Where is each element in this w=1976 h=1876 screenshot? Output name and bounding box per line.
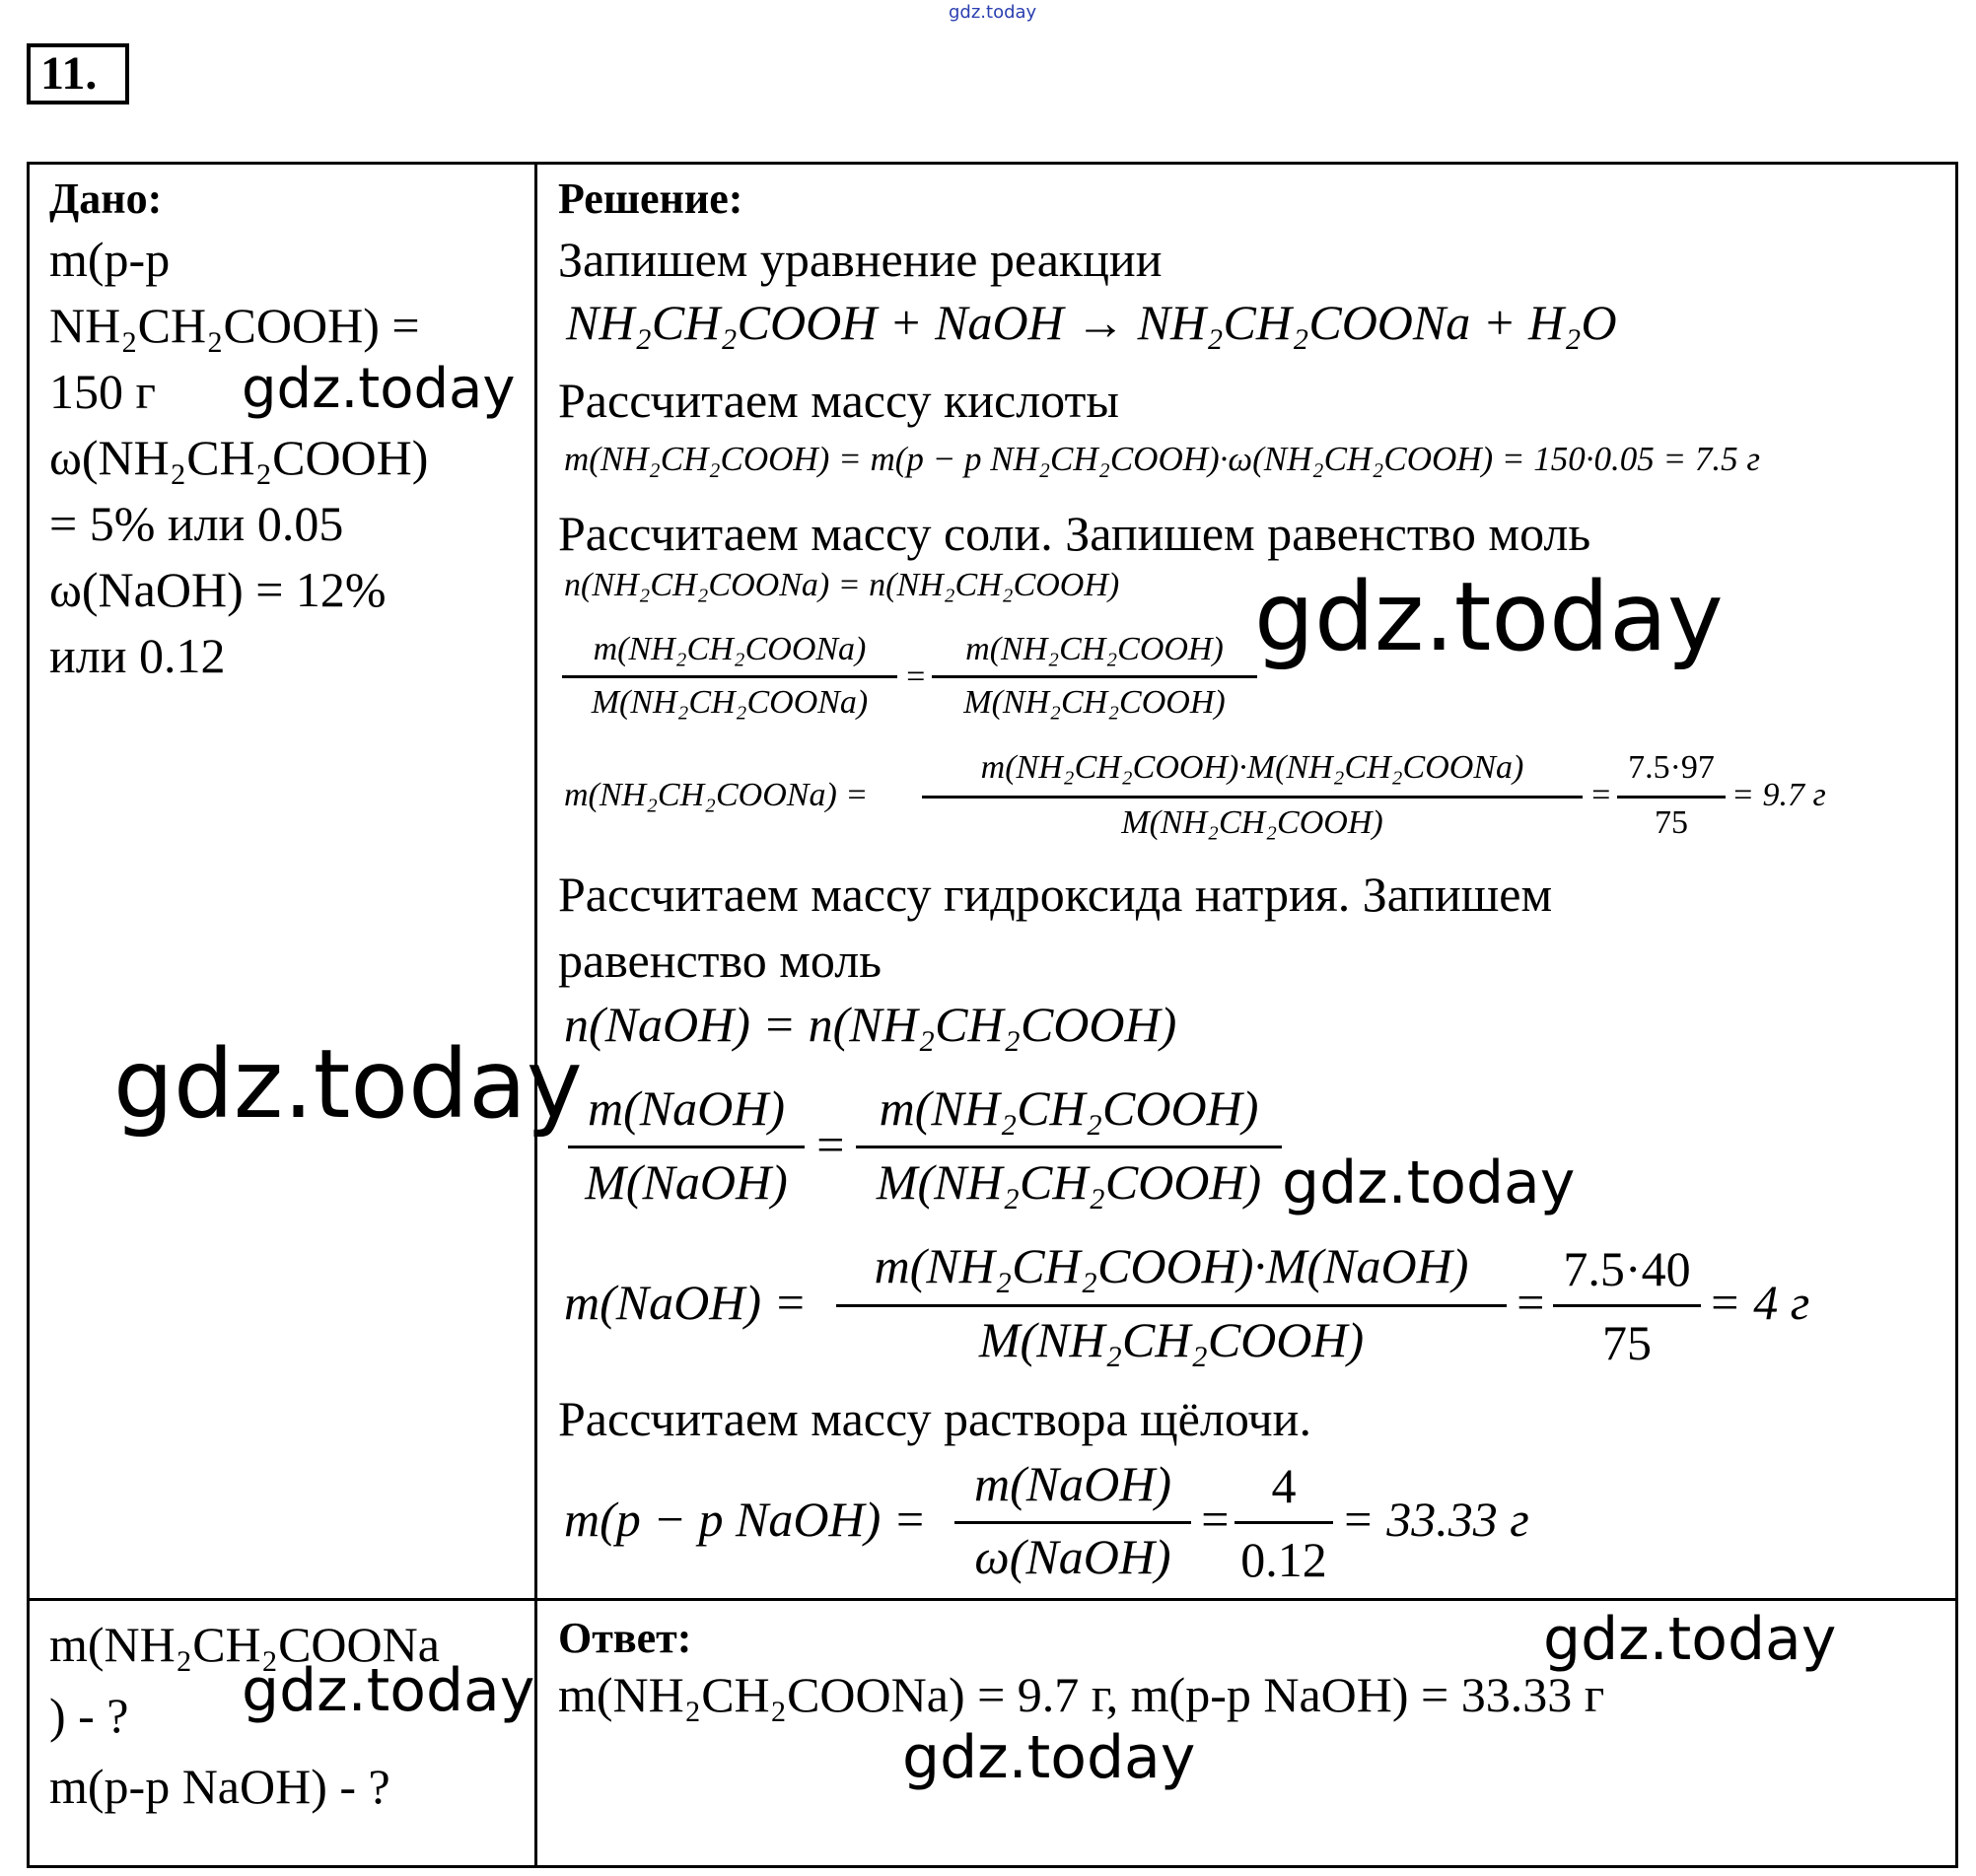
fraction-denominator: 0.12 (1240, 1532, 1327, 1587)
fraction-denominator: 75 (1602, 1315, 1652, 1370)
fraction-denominator: 75 (1655, 804, 1688, 841)
find-line: m(NH₂CH₂COONa (49, 1617, 440, 1672)
fraction-bar (562, 675, 897, 678)
fraction-numerator: m(NH₂CH₂COONa) (593, 631, 867, 667)
solution-mass-lhs: m(p − p NaOH) = (564, 1492, 927, 1547)
find-line: ) - ? (49, 1688, 129, 1743)
fraction-bar (856, 1146, 1282, 1148)
fraction-bar (1235, 1521, 1333, 1524)
given-line: или 0.12 (49, 628, 226, 683)
fraction-numerator: 7.5·97 (1628, 749, 1715, 786)
fraction-numerator: m(NaOH) (974, 1456, 1171, 1511)
find-line: m(р-р NaOH) - ? (49, 1759, 390, 1814)
salt-mass-result: = 9.7 г (1731, 777, 1826, 813)
given-line: ω(NaOH) = 12% (49, 562, 387, 617)
fraction-numerator: m(NH₂CH₂COOH)·M(NH₂CH₂COONa) (980, 749, 1524, 786)
fraction-numerator: m(NH₂CH₂COOH)·M(NaOH) (874, 1238, 1469, 1293)
solution-mass-result: = 33.33 г (1341, 1492, 1529, 1547)
step-text: Рассчитаем массу гидроксида натрия. Запишем (558, 867, 1553, 922)
step-text: Запишем уравнение реакции (558, 232, 1163, 287)
table-column-divider (534, 162, 537, 1868)
watermark: gdz.today (113, 1029, 583, 1140)
fraction-bar (954, 1521, 1191, 1524)
answer-text: m(NH₂CH₂COONa) = 9.7 г, m(р-р NaOH) = 33.33 г (558, 1667, 1605, 1722)
watermark: gdz.today (242, 1656, 535, 1725)
given-line: ω(NH₂CH₂COOH) (49, 430, 429, 485)
fraction-numerator: m(NaOH) (588, 1080, 785, 1136)
fraction-bar (836, 1304, 1507, 1307)
given-line: NH₂CH₂COOH) = (49, 298, 420, 353)
fraction-denominator: M(NH₂CH₂COONa) (591, 684, 869, 721)
answer-header: Ответ: (558, 1614, 692, 1662)
watermark: gdz.today (902, 1723, 1196, 1792)
fraction-bar (1617, 796, 1726, 799)
fraction-numerator: m(NH₂CH₂COOH) (965, 631, 1224, 667)
salt-mass-lhs: m(NH₂CH₂COONa) = (564, 777, 869, 813)
naoh-mass-lhs: m(NaOH) = (564, 1275, 808, 1330)
acid-mass-formula: m(NH₂CH₂COOH) = m(p − p NH₂CH₂COOH)·ω(NH₂CH₂COOH) = 150·0.05 = 7.5 г (564, 440, 1761, 478)
problem-number: 11. (27, 43, 129, 104)
fraction-denominator: M(NH₂CH₂COOH) (963, 684, 1226, 721)
given-header: Дано: (49, 174, 163, 223)
reaction-equation: NH₂CH₂COOH + NaOH → NH₂CH₂COONa + H₂O (566, 295, 1617, 350)
step-text: Рассчитаем массу кислоты (558, 373, 1119, 428)
naoh-mass-result: = 4 г (1708, 1275, 1810, 1330)
watermark: gdz.today (1543, 1605, 1837, 1674)
given-line: m(р-р (49, 232, 171, 287)
step-text: равенство моль (558, 933, 882, 988)
equals-sign: = (904, 659, 927, 695)
given-line: 150 г (49, 364, 157, 419)
equals-sign: = (1198, 1492, 1232, 1547)
naoh-mole-equation: n(NaOH) = n(NH₂CH₂COOH) (564, 997, 1177, 1052)
fraction-bar (932, 675, 1257, 678)
fraction-numerator: m(NH₂CH₂COOH) (879, 1080, 1259, 1136)
top-watermark: gdz.today (949, 2, 1037, 23)
equals-sign: = (1589, 777, 1612, 813)
given-block (49, 227, 428, 689)
fraction-denominator: M(NH₂CH₂COOH) (876, 1154, 1262, 1210)
fraction-denominator: M(NH₂CH₂COOH) (1121, 804, 1383, 841)
solution-header: Решение: (558, 174, 743, 223)
fraction-denominator: M(NaOH) (585, 1154, 788, 1210)
salt-mole-equation: n(NH₂CH₂COONa) = n(NH₂CH₂COOH) (564, 567, 1120, 603)
step-text: Рассчитаем массу соли. Запишем равенство моль (558, 506, 1591, 561)
equals-sign: = (813, 1117, 847, 1172)
fraction-denominator: ω(NaOH) (974, 1529, 1171, 1584)
given-line: = 5% или 0.05 (49, 496, 344, 551)
fraction-numerator: 7.5·40 (1563, 1241, 1691, 1296)
fraction-denominator: M(NH₂CH₂COOH) (978, 1312, 1365, 1367)
watermark: gdz.today (242, 357, 516, 421)
watermark: gdz.today (1282, 1148, 1576, 1217)
equals-sign: = (1514, 1275, 1547, 1330)
fraction-bar (568, 1146, 805, 1148)
watermark: gdz.today (1254, 562, 1724, 672)
fraction-bar (1553, 1304, 1701, 1307)
fraction-bar (922, 796, 1583, 799)
fraction-numerator: 4 (1271, 1458, 1297, 1513)
step-text: Рассчитаем массу раствора щёлочи. (558, 1391, 1311, 1446)
table-row-divider (27, 1598, 1958, 1601)
